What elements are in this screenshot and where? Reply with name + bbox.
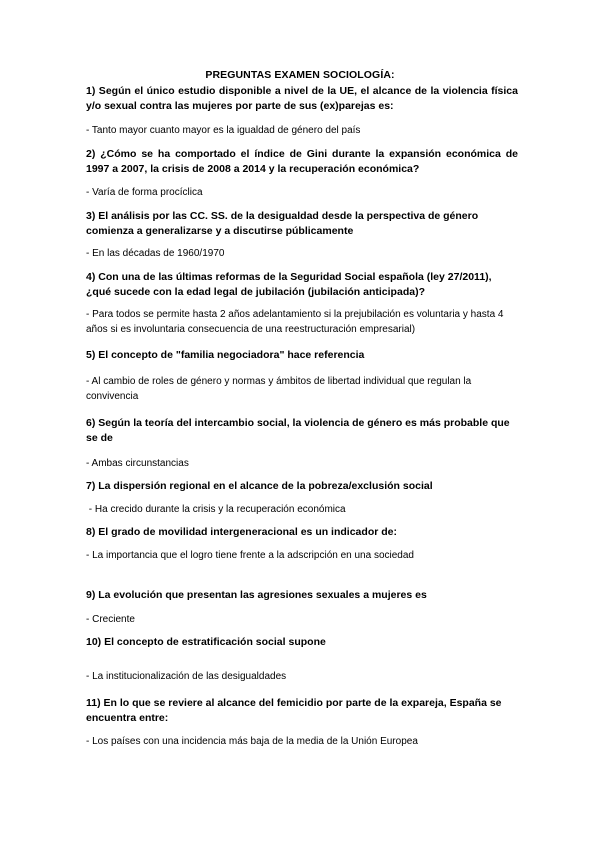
page-title: PREGUNTAS EXAMEN SOCIOLOGÍA:	[205, 69, 395, 81]
answer-text: - En las décadas de 1960/1970	[86, 248, 225, 259]
question-block	[86, 416, 518, 446]
answer-block	[86, 123, 518, 138]
question-text: 8) El grado de movilidad intergeneracional es un indicador de:	[86, 526, 397, 538]
answer-text: - Para todos se permite hasta 2 años adelantamiento si la prejubilación es voluntaria y hasta 4 años si es involuntaria consecuencia de una reestructuración empresarial)	[86, 309, 504, 335]
answer-block	[86, 185, 518, 200]
question-block	[86, 635, 518, 650]
answer-text: - La importancia que el logro tiene frente a la adscripción en una sociedad	[86, 550, 414, 561]
question-text: 6) Según la teoría del intercambio social, la violencia de género es más probable que se de	[86, 417, 510, 444]
question-block	[86, 696, 518, 726]
question-text: 7) La dispersión regional en el alcance de la pobreza/exclusión social	[86, 480, 433, 492]
answer-block	[86, 374, 518, 404]
answer-text: - Los países con una incidencia más baja de la media de la Unión Europea	[86, 736, 418, 747]
question-block	[86, 588, 518, 603]
question-block	[86, 348, 518, 363]
answer-text: - Ambas circunstancias	[86, 458, 189, 469]
question-text: 5) El concepto de "familia negociadora" hace referencia	[86, 349, 365, 361]
answer-block	[86, 456, 518, 471]
question-text: 4) Con una de las últimas reformas de la Seguridad Social española (ley 27/2011), ¿qué sucede con la edad legal de jubilación (jubilación anticipada)?	[86, 271, 492, 298]
question-text: 11) En lo que se reviere al alcance del femicidio por parte de la expareja, España se encuentra entre:	[86, 697, 502, 724]
question-block	[86, 479, 518, 494]
question-block	[86, 525, 518, 540]
question-block	[86, 270, 518, 300]
question-text: 10) El concepto de estratificación social supone	[86, 636, 326, 648]
answer-block	[86, 548, 518, 563]
question-block	[86, 147, 518, 177]
answer-text: - Tanto mayor cuanto mayor es la igualdad de género del país	[86, 125, 361, 136]
answer-block	[86, 734, 518, 749]
answer-text: - Varía de forma procíclica	[86, 187, 203, 198]
answer-text: - Al cambio de roles de género y normas y ámbitos de libertad individual que regulan la convivencia	[86, 376, 472, 402]
question-block	[86, 84, 518, 114]
question-text: 2) ¿Cómo se ha comportado el índice de Gini durante la expansión económica de 1997 a 2007, la crisis de 2008 a 2014 y la recuperación económica?	[86, 148, 518, 175]
answer-text: - La institucionalización de las desigualdades	[86, 671, 287, 682]
answer-block	[86, 307, 518, 337]
answer-block	[86, 669, 518, 684]
question-block	[86, 209, 518, 239]
answer-block	[86, 502, 518, 517]
question-text: 3) El análisis por las CC. SS. de la desigualdad desde la perspectiva de género comienza a generalizarse y a discutirse públicamente	[86, 210, 479, 237]
answer-block	[86, 612, 518, 627]
question-text: 1) Según el único estudio disponible a nivel de la UE, el alcance de la violencia física y/o sexual contra las mujeres por parte de sus (ex)parejas es:	[86, 85, 518, 112]
answer-text: - Ha crecido durante la crisis y la recuperación económica	[86, 504, 346, 515]
answer-text: - Creciente	[86, 614, 135, 625]
answer-block	[86, 246, 518, 261]
question-text: 9) La evolución que presentan las agresiones sexuales a mujeres es	[86, 589, 427, 601]
